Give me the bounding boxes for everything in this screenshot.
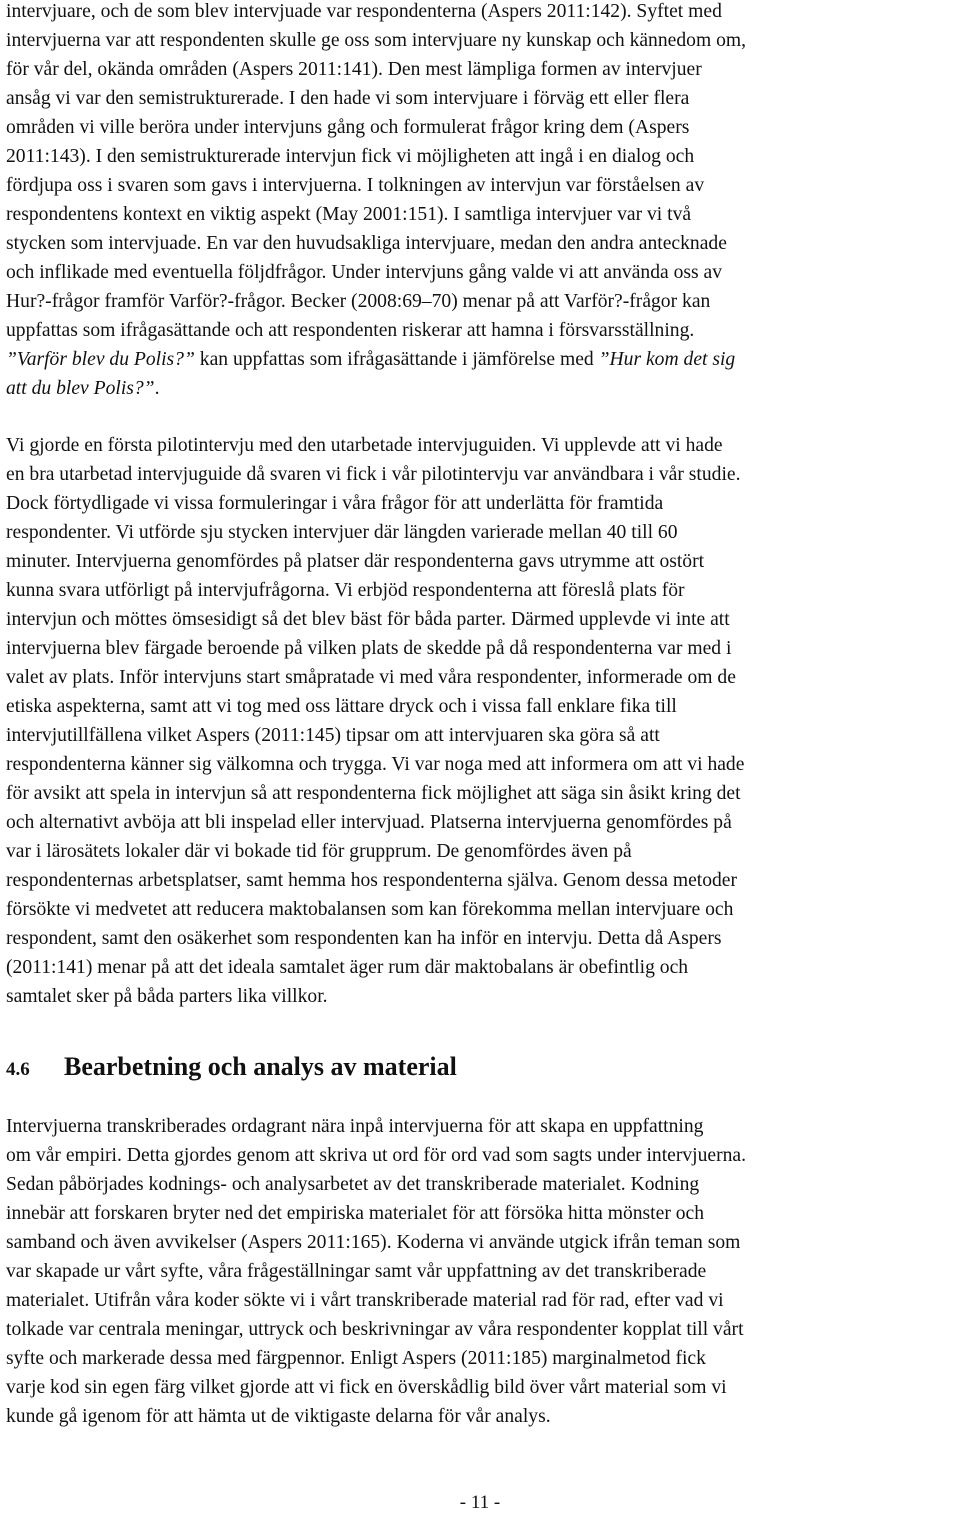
- text-line: respondenternas arbetsplatser, samt hemma hos respondenterna själva. Genom dessa metoder: [6, 870, 738, 891]
- text-line: 2011:143). I den semistrukturerade intervjun fick vi möjligheten att ingå i en dialog och: [6, 146, 695, 167]
- text-line: tolkade var centrala meningar, uttryck och beskrivningar av våra respondenter kopplat till vårt: [6, 1319, 744, 1340]
- text-line: intervjutillfällena vilket Aspers (2011:145) tipsar om att intervjuaren ska göra så att: [6, 725, 660, 746]
- text-line: var i lärosätets lokaler där vi bokade tid för grupprum. De genomfördes även på: [6, 841, 632, 862]
- quote-hur-start: ”Hur kom det sig: [598, 349, 736, 370]
- text-line: områden vi ville beröra under intervjuns gång och formulerat frågor kring dem (Aspers: [6, 117, 690, 138]
- document-page: [6, 0, 954, 1431]
- quote-varfor: ”Varför blev du Polis?”: [6, 349, 195, 370]
- text-line: intervjun och möttes ömsesidigt så det blev bäst för båda parter. Därmed upplevde vi inte att: [6, 609, 730, 630]
- text-line: respondenter. Vi utförde sju stycken intervjuer där längden varierade mellan 40 till 60: [6, 522, 678, 543]
- text-line: innebär att forskaren bryter ned det empiriska materialet för att försöka hitta mönster och: [6, 1203, 705, 1224]
- text-line: Dock förtydligade vi vissa formuleringar i våra frågor för att underlätta för framtida: [6, 493, 664, 514]
- paragraph-analysis: [6, 1112, 954, 1431]
- text-line: kunde gå igenom för att hämta ut de viktigaste delarna för vår analys.: [6, 1406, 551, 1427]
- section-title: Bearbetning och analys av material: [64, 1052, 457, 1081]
- text-line: minuter. Intervjuerna genomfördes på platser där respondenterna gavs utrymme att ostört: [6, 551, 705, 572]
- text-line: etiska aspekterna, samt att vi tog med oss lättare dryck och i vissa fall enklare fika till: [6, 696, 677, 717]
- page-number: - 11 -: [459, 1492, 501, 1513]
- text-line: Hur?-frågor framför Varför?-frågor. Becker (2008:69–70) menar på att Varför?-frågor kan: [6, 291, 711, 312]
- text-line: intervjuerna var att respondenten skulle ge oss som intervjuare ny kunskap och kännedom om,: [6, 30, 747, 51]
- paragraph-interview-method: [6, 0, 954, 403]
- text-line: Intervjuerna transkriberades ordagrant nära inpå intervjuerna för att skapa en uppfattning: [6, 1116, 704, 1137]
- text-line: materialet. Utifrån våra koder sökte vi i vårt transkriberade material rad för rad, efter vad vi: [6, 1290, 724, 1311]
- text-line: respondenterna känner sig välkomna och trygga. Vi var noga med att informera om att vi hade: [6, 754, 745, 775]
- text-line: Vi gjorde en första pilotintervju med den utarbetade intervjuguiden. Vi upplevde att vi hade: [6, 435, 723, 456]
- text-line: stycken som intervjuade. En var den huvudsakliga intervjuare, medan den andra antecknade: [6, 233, 727, 254]
- text-line: varje kod sin egen färg vilket gjorde att vi fick en överskådlig bild över vårt material som vi: [6, 1377, 727, 1398]
- text-line: och alternativt avböja att bli inspelad eller intervjuad. Platserna intervjuerna genomfördes på: [6, 812, 732, 833]
- text-line: en bra utarbetad intervjuguide då svaren vi fick i vår pilotintervju var användbara i vår studie.: [6, 464, 741, 485]
- text-line: uppfattas som ifrågasättande och att respondenten riskerar att hamna i försvarsställning.: [6, 320, 695, 341]
- text-line: syfte och markerade dessa med färgpennor. Enligt Aspers (2011:185) marginalmetod fick: [6, 1348, 706, 1369]
- text-line: respondent, samt den osäkerhet som respondenten kan ha inför en intervju. Detta då Aspers: [6, 928, 722, 949]
- text-line: samtalet sker på båda parters lika villkor.: [6, 986, 328, 1007]
- text-line-with-quotes: [6, 345, 954, 374]
- text-line: fördjupa oss i svaren som gavs i intervjuerna. I tolkningen av intervjun var förståelsen av: [6, 175, 705, 196]
- text-line: intervjuerna blev färgade beroende på vilken plats de skedde på då respondenterna var med i: [6, 638, 732, 659]
- section-heading: [6, 1052, 954, 1092]
- text-line: samband och även avvikelser (Aspers 2011:165). Koderna vi använde utgick ifrån teman som: [6, 1232, 741, 1253]
- text-line: och inflikade med eventuella följdfrågor. Under intervjuns gång valde vi att använda oss av: [6, 262, 723, 283]
- text-line: om vår empiri. Detta gjordes genom att skriva ut ord för ord vad som sagts under intervjuerna.: [6, 1145, 747, 1166]
- text-line: (2011:141) menar på att det ideala samtalet äger rum där maktobalans är obefintlig och: [6, 957, 689, 978]
- text-fragment: .: [154, 378, 160, 399]
- text-fragment: kan uppfattas som ifrågasättande i jämförelse med: [194, 349, 599, 370]
- quote-hur-end: att du blev Polis?”: [6, 378, 155, 399]
- text-line: var skapade ur vårt syfte, våra frågeställningar samt vår uppfattning av det transkriberade: [6, 1261, 707, 1282]
- text-line: kunna svara utförligt på intervjufrågorna. Vi erbjöd respondenterna att föreslå plats för: [6, 580, 685, 601]
- section-number: 4.6: [6, 1059, 30, 1080]
- text-line-with-quotes: [6, 374, 954, 403]
- text-line: för avsikt att spela in intervjun så att respondenterna fick möjlighet att säga sin åsikt kring det: [6, 783, 741, 804]
- text-line: försökte vi medvetet att reducera maktobalansen som kan förekomma mellan intervjuare och: [6, 899, 734, 920]
- paragraph-pilot-interview: [6, 431, 954, 1011]
- text-line: valet av plats. Inför intervjuns start småpratade vi med våra respondenter, informerade om de: [6, 667, 736, 688]
- text-line: respondentens kontext en viktig aspekt (May 2001:151). I samtliga intervjuer var vi två: [6, 204, 692, 225]
- text-line: Sedan påbörjades kodnings- och analysarbetet av det transkriberade materialet. Kodning: [6, 1174, 700, 1195]
- text-line: ansåg vi var den semistrukturerade. I den hade vi som intervjuare i förväg ett eller flera: [6, 88, 690, 109]
- text-line: för vår del, okända områden (Aspers 2011:141). Den mest lämpliga formen av intervjuer: [6, 59, 702, 80]
- text-line: intervjuare, och de som blev intervjuade var respondenterna (Aspers 2011:142). Syftet med: [6, 1, 722, 22]
